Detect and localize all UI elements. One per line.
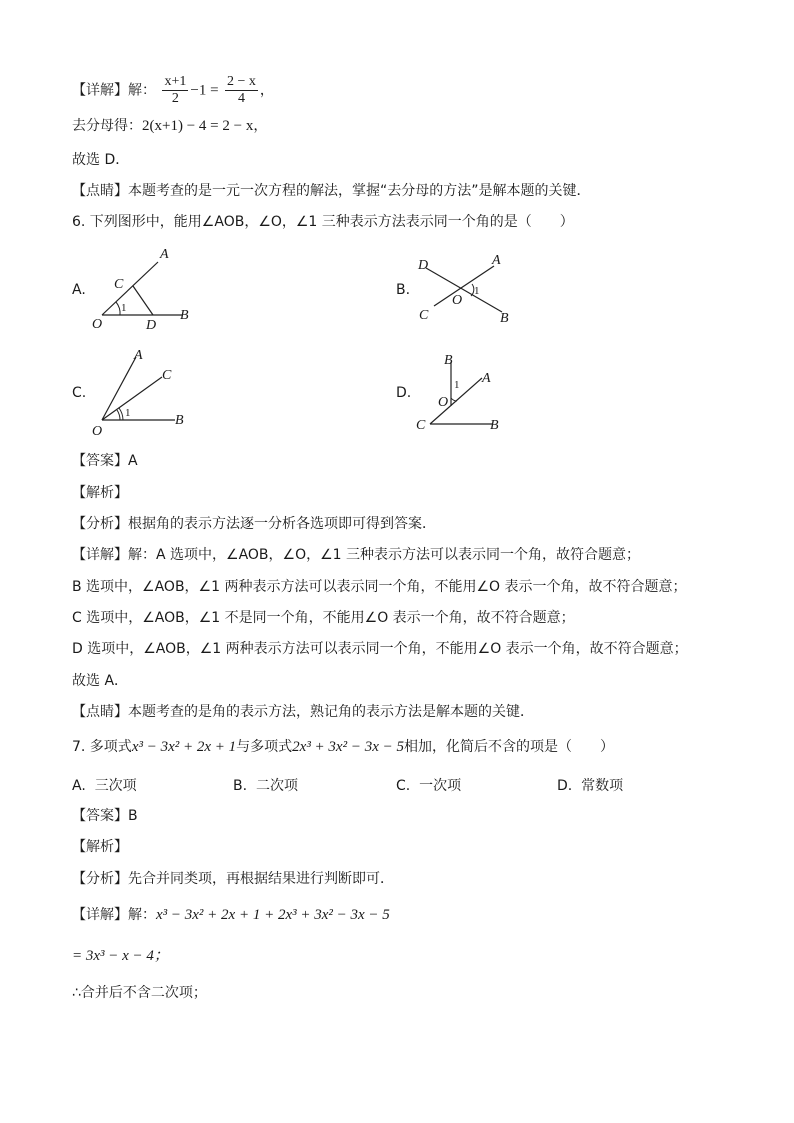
label-c: C — [162, 368, 172, 383]
q6-figure-b — [412, 252, 522, 328]
q6-analysis-tag: 【解析】 — [72, 485, 128, 501]
punctuation: ， — [253, 118, 268, 134]
q5-conclusion: 故选 D． — [72, 152, 130, 168]
fraction-numerator: 2 − x — [226, 74, 256, 89]
q6-figure-c — [90, 345, 200, 440]
q6-figure-a — [90, 240, 210, 335]
q6-fenxi: 根据角的表示方法逐一分析各选项即可得到答案． — [128, 516, 436, 532]
option-text: 常数项 — [581, 778, 624, 794]
label-o: O — [438, 395, 449, 410]
label-b-top: B — [444, 353, 453, 368]
q6-detail-c: C 选项中，∠AOB，∠1 不是同一个角，不能用∠O 表示一个角，故不符合题意； — [72, 610, 575, 626]
label-b: B — [180, 308, 189, 323]
q6-detail-a: 解：A 选项中，∠AOB，∠O，∠1 三种表示方法可以表示同一个角，故符合题意； — [128, 547, 641, 563]
q7-conclusion: ∴合并后不含二次项； — [72, 985, 207, 1001]
option-key: C. — [396, 778, 411, 794]
label-b: B — [175, 413, 184, 428]
option-key: A. — [72, 778, 86, 794]
step-equation: 2(x+1) − 4 = 2 − x — [142, 118, 254, 134]
detail-tag: 【详解】 — [72, 907, 128, 923]
label-a: A — [160, 247, 169, 262]
q6-option-a-label: A. — [72, 282, 86, 298]
label-o: O — [92, 317, 103, 332]
q7-fenxi-line — [72, 869, 394, 889]
q7-poly2: 2x³ + 3x² − 3x − 5 — [292, 739, 404, 755]
q7-analysis-tag: 【解析】 — [72, 839, 128, 855]
q6-answer-line — [72, 451, 138, 471]
label-1: 1 — [454, 379, 460, 391]
option-key: B. — [233, 778, 248, 794]
label-a: A — [492, 253, 501, 268]
q5-comment-line — [72, 181, 591, 201]
label-1: 1 — [125, 407, 131, 419]
fenxi-tag: 【分析】 — [72, 871, 128, 887]
q6-comment: 本题考查的是角的表示方法，熟记角的表示方法是解本题的关键． — [128, 704, 534, 720]
label-a: A — [482, 371, 491, 386]
comment-tag: 【点睛】 — [72, 704, 128, 720]
option-text: 二次项 — [255, 778, 298, 794]
q6-figure-d — [412, 350, 512, 438]
q7-answer: B — [128, 808, 138, 824]
q7-fenxi: 先合并同类项，再根据结果进行判断即可． — [128, 871, 394, 887]
fraction-right — [225, 74, 258, 107]
q7-stem-tail: 相加，化简后不含的项是（ ） — [404, 739, 614, 755]
q5-detail-line — [72, 74, 274, 107]
label-b: B — [490, 418, 499, 433]
q7-detail-prefix: 解： — [128, 907, 156, 923]
q6-option-d-label: D. — [396, 385, 412, 401]
fraction-denominator: 2 — [171, 91, 179, 106]
answer-tag: 【答案】 — [72, 453, 128, 469]
q7-option-b — [233, 775, 298, 795]
label-b: B — [500, 311, 509, 326]
label-d: D — [418, 258, 429, 273]
detail-tag: 【详解】 — [72, 547, 128, 563]
q6-comment-line — [72, 702, 534, 722]
q6-option-b-label: B. — [396, 282, 411, 298]
q5-detail-prefix: 解： — [128, 82, 156, 99]
punctuation: ， — [259, 82, 274, 99]
fraction-left — [162, 74, 188, 107]
q5-comment: 本题考查的是一元一次方程的解法，掌握“去分母的方法”是解本题的关键． — [128, 183, 591, 199]
q7-answer-line — [72, 806, 138, 826]
q6-stem: 6. 下列图形中，能用∠AOB，∠O，∠1 三种表示方法表示同一个角的是（ ） — [72, 214, 574, 230]
option-key: D. — [557, 778, 573, 794]
label-o: O — [452, 293, 463, 308]
q7-result: = 3x³ − x − 4； — [72, 948, 169, 964]
fraction-denominator: 4 — [237, 91, 245, 106]
q7-poly1: x³ − 3x² + 2x + 1 — [131, 739, 237, 755]
q6-detail-b: B 选项中，∠AOB，∠1 两种表示方法可以表示同一个角，不能用∠O 表示一个角，故不符合题意； — [72, 579, 687, 595]
q5-step-line — [72, 116, 267, 136]
equation-middle: −1 = — [190, 82, 219, 99]
label-o: O — [92, 424, 103, 439]
comment-tag: 【点睛】 — [72, 183, 128, 199]
label-1: 1 — [121, 302, 127, 314]
q7-detail-line — [72, 905, 390, 925]
q6-answer: A — [128, 453, 138, 469]
fraction-numerator: x+1 — [164, 74, 187, 89]
q7-detail-expr: x³ − 3x² + 2x + 1 + 2x³ + 3x² − 3x − 5 — [156, 907, 390, 923]
q7-stem-mid: 与多项式 — [236, 739, 293, 755]
detail-tag: 【详解】 — [72, 82, 128, 99]
option-text: 三次项 — [94, 778, 137, 794]
q6-option-c-label: C. — [72, 385, 87, 401]
q7-stem — [72, 737, 614, 757]
label-c: C — [416, 418, 426, 433]
fenxi-tag: 【分析】 — [72, 516, 128, 532]
step-label: 去分母得： — [72, 118, 142, 134]
q6-detail-line-a — [72, 545, 640, 565]
label-d: D — [146, 318, 157, 333]
option-text: 一次项 — [419, 778, 462, 794]
q7-stem-prefix: 7. 多项式 — [72, 739, 132, 755]
q6-conclusion: 故选 A． — [72, 673, 129, 689]
q6-fenxi-line — [72, 514, 436, 534]
q7-option-d — [557, 775, 623, 795]
label-c: C — [114, 277, 124, 292]
q6-detail-d: D 选项中，∠AOB，∠1 两种表示方法可以表示同一个角，不能用∠O 表示一个角，故不符合题意； — [72, 641, 688, 657]
label-1: 1 — [474, 285, 480, 297]
label-a: A — [134, 348, 143, 363]
q7-option-c — [396, 775, 461, 795]
q7-option-a — [72, 775, 137, 795]
label-c: C — [419, 308, 429, 323]
answer-tag: 【答案】 — [72, 808, 128, 824]
